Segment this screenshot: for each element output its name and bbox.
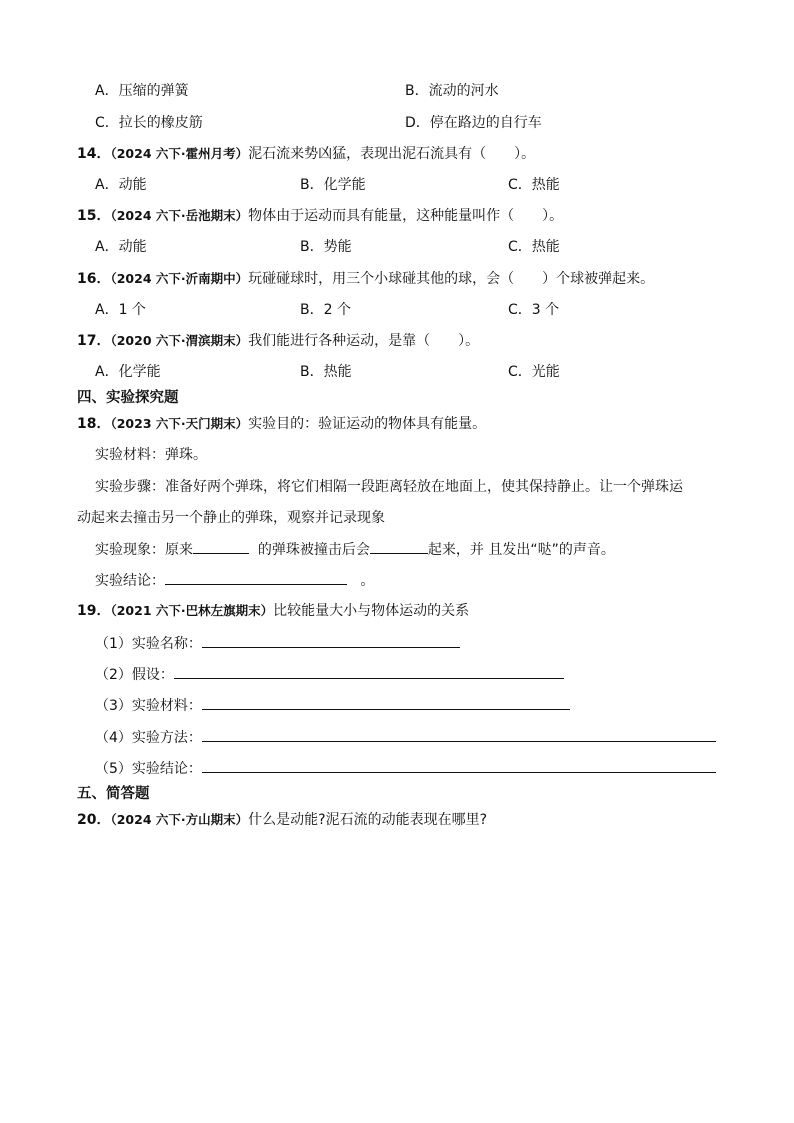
question-source: （2021 六下·巴林左旗期末） [110,603,274,618]
question-text: 我们能进行各种运动，是靠（ ）。 [248,333,480,349]
question-text: 什么是动能?泥石流的动能表现在哪里? [248,812,488,828]
q17-option-a: A．化学能 [95,364,161,380]
q17-option-b: B．热能 [300,364,352,380]
item-label: （4）实验方法： [95,730,202,746]
question-source: （2024 六下·岳池期末） [110,208,249,223]
q13-option-b: B．流动的河水 [405,83,499,99]
q18-conclusion [95,570,374,590]
question-source: （2024 六下·方山期末） [110,812,249,827]
answer-blank[interactable] [165,570,347,585]
phenomenon-label: 实验现象：原来 [95,542,193,558]
q15-option-b: B．势能 [300,239,352,255]
question-number: 19． [77,603,111,619]
q18-materials: 实验材料：弹珠。 [95,447,207,463]
section-heading-5: 五、简答题 [77,786,150,802]
question-source: （2024 六下·霍州月考） [110,146,249,161]
q15-option-c: C．热能 [508,239,560,255]
question-number: 15． [77,208,111,224]
q13-option-c: C．拉长的橡皮筋 [95,115,203,131]
question-number: 16． [77,271,111,287]
answer-blank[interactable] [370,539,428,554]
q15-option-a: A．动能 [95,239,147,255]
question-20 [77,810,487,830]
item-label: （2）假设： [95,667,174,683]
q19-item-3 [95,695,570,715]
answer-blank[interactable] [202,727,716,742]
question-17 [77,331,479,351]
question-number: 14． [77,146,111,162]
q14-option-a: A．动能 [95,177,147,193]
question-text: 泥石流来势凶猛，表现出泥石流具有（ ）。 [248,146,536,162]
q18-steps-line1: 实验步骤：准备好两个弹珠，将它们相隔一段距离轻放在地面上，使其保持静止。让一个弹珠运 [95,479,683,495]
q16-option-b: B．2 个 [300,302,351,318]
question-number: 17． [77,333,111,349]
answer-blank[interactable] [174,664,564,679]
item-label: （1）实验名称： [95,636,202,652]
question-text: 物体由于运动而具有能量，这种能量叫作（ ）。 [248,208,564,224]
question-source: （2020 六下·渭滨期末） [110,333,249,348]
q16-option-c: C．3 个 [508,302,560,318]
answer-blank[interactable] [202,695,570,710]
conclusion-end: 。 [360,573,375,589]
question-number: 18． [77,416,111,432]
q16-option-a: A．1 个 [95,302,146,318]
question-text: 比较能量大小与物体运动的关系 [273,603,470,619]
q18-phenomenon [95,539,615,559]
item-label: （5）实验结论： [95,761,202,777]
q13-option-d: D．停在路边的自行车 [405,115,542,131]
section-heading-4: 四、实验探究题 [77,390,179,406]
q17-option-c: C．光能 [508,364,560,380]
question-text: 实验目的：验证运动的物体具有能量。 [248,416,487,432]
question-text: 玩碰碰球时，用三个小球碰其他的球，会（ ）个球被弹起来。 [248,271,655,287]
q13-option-a: A．压缩的弹簧 [95,83,189,99]
question-16 [77,269,654,289]
question-15 [77,206,563,226]
item-label: （3）实验材料： [95,698,202,714]
question-number: 20． [77,812,111,828]
conclusion-label: 实验结论： [95,573,165,589]
answer-blank[interactable] [193,539,249,554]
question-14 [77,144,535,164]
question-source: （2024 六下·沂南期中） [110,271,249,286]
q18-steps-line2: 动起来去撞击另一个静止的弹珠，观察并记录现象 [77,510,385,526]
question-source: （2023 六下·天门期末） [110,416,249,431]
q19-item-1 [95,633,460,653]
q19-item-2 [95,664,564,684]
question-18 [77,414,486,434]
q14-option-c: C．热能 [508,177,560,193]
q19-item-5 [95,758,716,778]
q14-option-b: B．化学能 [300,177,366,193]
phenomenon-text: 的弹珠被撞击后会 [257,542,370,558]
q19-item-4 [95,727,716,747]
answer-blank[interactable] [202,633,460,648]
phenomenon-text-end: 起来，并 且发出“哒”的声音。 [427,542,615,558]
answer-blank[interactable] [202,758,716,773]
question-19 [77,601,469,621]
